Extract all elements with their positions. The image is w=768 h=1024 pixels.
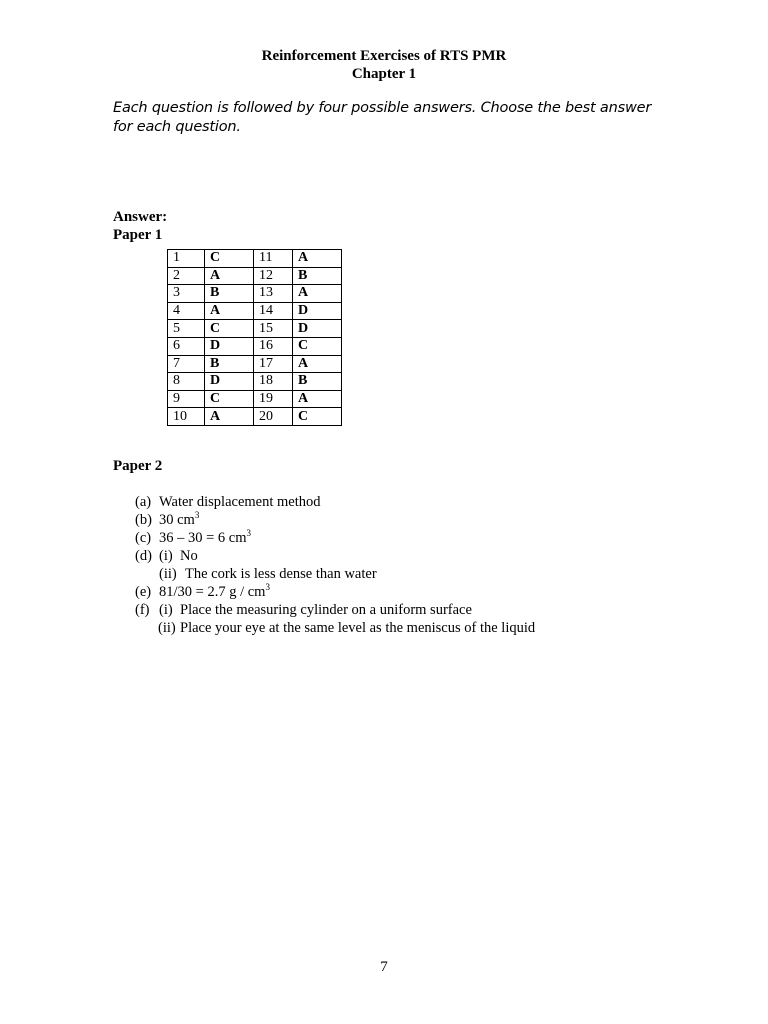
answer-letter-cell: A: [205, 267, 254, 285]
item-text: The cork is less dense than water: [185, 566, 377, 582]
item-label: (a): [135, 494, 152, 510]
chapter-title: Chapter 1: [351, 66, 417, 82]
answer-letter-cell: B: [205, 355, 254, 373]
question-number-cell: 1: [168, 250, 205, 268]
item-text: No: [180, 548, 198, 564]
answer-table-row: [168, 355, 342, 373]
question-number-cell: 20: [254, 408, 293, 426]
question-number-cell: 7: [168, 355, 205, 373]
paper1-answer-table: [167, 249, 342, 426]
answer-letter-cell: C: [205, 390, 254, 408]
answer-letter-cell: A: [293, 250, 342, 268]
answer-item-d: [135, 547, 198, 565]
paper2-heading: Paper 2: [113, 458, 163, 474]
document-title: Reinforcement Exercises of RTS PMR: [261, 48, 507, 64]
answer-item-f-ii: [158, 619, 536, 637]
answer-letter-cell: A: [205, 408, 254, 426]
answer-item-e: [135, 582, 270, 601]
answer-item-f: [135, 601, 472, 619]
question-number-cell: 4: [168, 302, 205, 320]
question-number-cell: 18: [254, 373, 293, 391]
answer-letter-cell: A: [293, 355, 342, 373]
question-number-cell: 9: [168, 390, 205, 408]
question-number-cell: 2: [168, 267, 205, 285]
subitem-label: (i): [159, 602, 173, 618]
paper1-heading: Paper 1: [113, 227, 163, 243]
answer-table-row: [168, 320, 342, 338]
question-number-cell: 17: [254, 355, 293, 373]
answer-table-row: [168, 373, 342, 391]
question-number-cell: 12: [254, 267, 293, 285]
item-text: 30 $cm^3$: [159, 510, 200, 528]
answer-table-row: [168, 337, 342, 355]
question-number-cell: 10: [168, 408, 205, 426]
item-label: (b): [135, 512, 152, 528]
answer-letter-cell: B: [205, 285, 254, 303]
answer-table-row: [168, 285, 342, 303]
answer-table-row: [168, 390, 342, 408]
answer-letter-cell: A: [293, 390, 342, 408]
instruction-text: Each question is followed by four possible answers. Choose the best answer for each question.: [113, 100, 652, 135]
answer-letter-cell: D: [293, 320, 342, 338]
question-number-cell: 15: [254, 320, 293, 338]
answer-heading: Answer:: [113, 209, 168, 225]
question-number-cell: 13: [254, 285, 293, 303]
subitem-label: (ii): [159, 566, 177, 582]
question-number-cell: 16: [254, 337, 293, 355]
question-number-cell: 14: [254, 302, 293, 320]
page-number: 7: [380, 959, 388, 975]
subitem-label: (ii): [158, 620, 176, 636]
question-number-cell: 8: [168, 373, 205, 391]
answer-letter-cell: A: [293, 285, 342, 303]
answer-letter-cell: D: [293, 302, 342, 320]
answer-table-row: [168, 408, 342, 426]
item-label: (c): [135, 530, 152, 546]
answer-table-row: [168, 302, 342, 320]
item-text: 81/30 = 2.7 g / $cm^3$: [159, 582, 270, 600]
answer-letter-cell: C: [205, 320, 254, 338]
item-label: (d): [135, 548, 152, 564]
answer-letter-cell: D: [205, 337, 254, 355]
answer-item-c: [135, 528, 252, 547]
question-number-cell: 3: [168, 285, 205, 303]
answer-item-b: [135, 510, 200, 529]
item-label: (e): [135, 584, 152, 600]
item-text: Place the measuring cylinder on a uniform surface: [180, 602, 472, 618]
answer-letter-cell: C: [205, 250, 254, 268]
answer-letter-cell: B: [293, 267, 342, 285]
answer-letter-cell: C: [293, 408, 342, 426]
answer-letter-cell: C: [293, 337, 342, 355]
question-number-cell: 6: [168, 337, 205, 355]
item-text: Place your eye at the same level as the meniscus of the liquid: [180, 620, 536, 636]
subitem-label: (i): [159, 548, 173, 564]
answer-letter-cell: B: [293, 373, 342, 391]
answer-item-d-ii: [159, 565, 377, 583]
answer-item-a: [135, 493, 321, 511]
answer-table-row: [168, 267, 342, 285]
answer-table-row: [168, 250, 342, 268]
item-label: (f): [135, 602, 150, 618]
item-text: 36 – 30 = 6 $cm^3$: [159, 528, 252, 546]
question-number-cell: 11: [254, 250, 293, 268]
question-number-cell: 5: [168, 320, 205, 338]
answer-letter-cell: A: [205, 302, 254, 320]
answer-letter-cell: D: [205, 373, 254, 391]
question-number-cell: 19: [254, 390, 293, 408]
item-text: Water displacement method: [159, 494, 321, 510]
